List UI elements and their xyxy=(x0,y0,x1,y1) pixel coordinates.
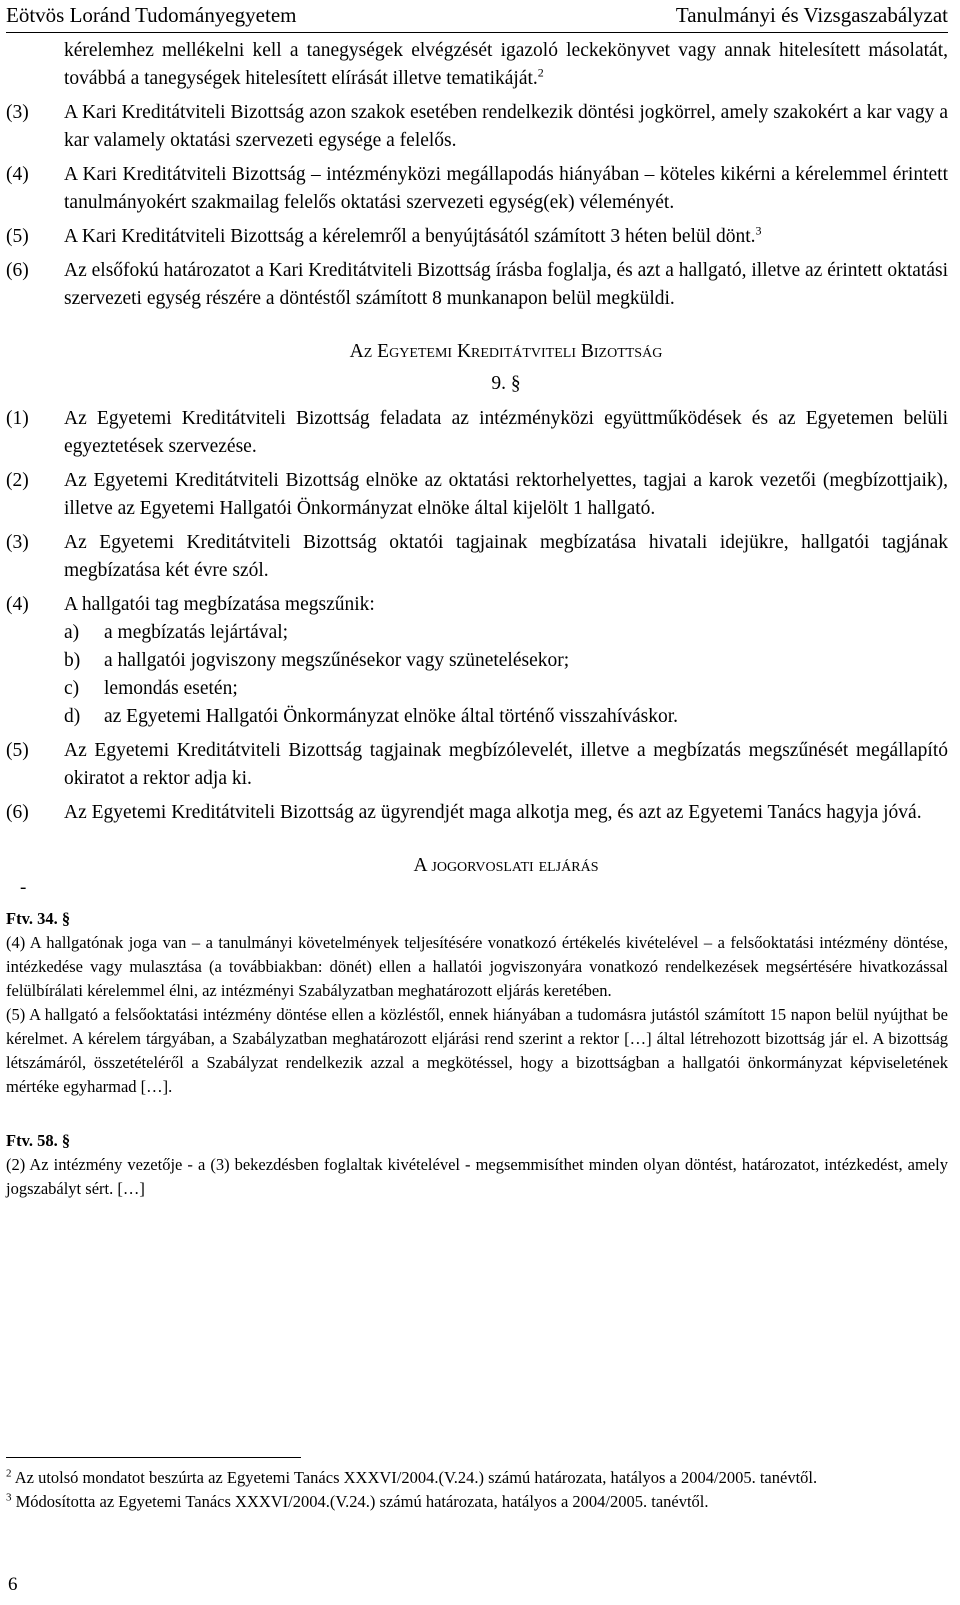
paragraph-6: (6) Az elsőfokú határozatot a Kari Kreditátviteli Bizottság írásba foglalja, és azt a hallgató, illetve az érintett oktatási szervezeti egység részére a döntéstől számított 8 munkanapon belül megküldi. xyxy=(6,260,948,309)
paragraph-5: (5) A Kari Kreditátviteli Bizottság a kérelemről a benyújtásától számított 3 héten belül dönt.$^3$ xyxy=(6,223,762,247)
header-university: Eötvös Loránd Tudományegyetem xyxy=(6,3,297,27)
list-item: b) a hallgatói jogviszony megszűnésekor vagy szünetelésekor; xyxy=(64,650,570,671)
page-header xyxy=(6,0,948,33)
document-body xyxy=(6,37,948,1201)
intro-continuation: kérelemhez mellékelni kell a tanegységek elvégzését igazoló leckekönyvet vagy annak hitelesített másolatát, továbbá a tanegységek hitelesített elírását illetve tematikáját.$^2$ xyxy=(64,40,948,89)
ftv-58-excerpt xyxy=(6,1129,948,1201)
section-title-jogorvoslat: A jogorvoslati eljárás xyxy=(413,855,599,876)
paragraph-3: (3) Az Egyetemi Kreditátviteli Bizottság oktatói tagjainak megbízatása hivatali idejükre, hallgatói tagjának megbízatása két évre szól. xyxy=(6,532,948,581)
ftv-58-ref: Ftv. 58. § xyxy=(6,1131,71,1150)
header-document-title: Tanulmányi és Vizsgaszabályzat xyxy=(675,3,948,27)
paragraph-2: (2) Az Egyetemi Kreditátviteli Bizottság elnöke az oktatási rektorhelyettes, tagjai a karok vezetői (megbízottjaik), illetve az Egyetemi Hallgatói Önkormányzat elnöke által kijelölt 1 hallgató. xyxy=(6,470,948,519)
footnote-ref-2[interactable]: 2 xyxy=(537,65,544,80)
ftv-34-p5: (5) A hallgató a felsőoktatási intézmény döntése ellen a közléstől, ennek hiányában a tudomásra jutástól számított 15 napon belül nyújthat be kérelmet. A kérelem tárgyában, a Szabályzatban meghatározott eljárási rend szerint a rektor […] által létrehozott bizottság jár el. A bizottság létszámáról, összetételéről a Szabályzat rendelkezik azzal a megkötéssel, hogy a bizottságban a hallgatói önkormányzat képviseletének mértéke egyharmad […]. xyxy=(6,1005,948,1096)
footnote-separator xyxy=(6,1457,301,1458)
list-item: d) az Egyetemi Hallgatói Önkormányzat elnöke által történő visszahíváskor. xyxy=(64,706,678,727)
paragraph-4: (4) A Kari Kreditátviteli Bizottság – intézményközi megállapodás hiányában – köteles kikérni a kérelemmel érintett tanulmányokért szakmailag felelős oktatási szervezeti egység(ek) véleményét. xyxy=(6,164,948,213)
egyetemi-paragraphs xyxy=(6,405,948,827)
footnotes xyxy=(6,1466,948,1514)
list-item: c) lemondás esetén; xyxy=(64,678,238,699)
kari-paragraphs xyxy=(6,99,948,313)
section-title-egyetemi: Az Egyetemi Kreditátviteli Bizottság xyxy=(349,341,663,362)
paragraph-3: (3) A Kari Kreditátviteli Bizottság azon szakok esetében rendelkezik döntési jogkörrel, amely szakokért a kar vagy a kar valamely oktatási szervezeti egysége a felelős. xyxy=(6,102,948,151)
paragraph-1: (1) Az Egyetemi Kreditátviteli Bizottság feladata az intézményközi együttműködések és az Egyetemen belüli egyeztetések szervezése. xyxy=(6,408,948,457)
paragraph-4: (4) A hallgatói tag megbízatása megszűnik: xyxy=(6,594,375,615)
termination-list xyxy=(6,619,948,731)
ftv-58-p2: (2) Az intézmény vezetője - a (3) bekezdésben foglaltak kivételével - megsemmisíthet minden olyan döntést, határozatot, intézkedést, amely jogszabályt sért. […] xyxy=(6,1155,948,1198)
footnote-ref-3[interactable]: 3 xyxy=(755,223,762,238)
ftv-34-excerpt xyxy=(6,907,948,1099)
dash-marker: - xyxy=(20,877,27,898)
ftv-34-ref: Ftv. 34. § xyxy=(6,909,71,928)
footnote-2: $^2$ Az utolsó mondatot beszúrta az Egyetemi Tanács XXXVI/2004.(V.24.) számú határozata, hatályos a 2004/2005. tanévtől. xyxy=(6,1467,818,1487)
paragraph-5: (5) Az Egyetemi Kreditátviteli Bizottság tagjainak megbízólevelét, illetve a megbízatás megszűnését megállapító okiratot a rektor adja ki. xyxy=(6,740,948,789)
paragraph-6: (6) Az Egyetemi Kreditátviteli Bizottság az ügyrendjét maga alkotja meg, és azt az Egyetemi Tanács hagyja jóvá. xyxy=(6,802,922,823)
footnote-3: $^3$ Módosította az Egyetemi Tanács XXXVI/2004.(V.24.) számú határozata, hatályos a 2004/2005. tanévtől. xyxy=(6,1491,709,1511)
section-number: 9. § xyxy=(491,373,521,394)
page-number: 6 xyxy=(8,1574,18,1595)
list-item: a) a megbízatás lejártával; xyxy=(64,622,289,643)
ftv-34-p4: (4) A hallgatónak joga van – a tanulmányi követelmények teljesítésére vonatkozó értékelés kivételével – a felsőoktatási intézmény döntése, intézkedése vagy mulasztása (a továbbiakban: dönét) ellen a hallatói jogviszonyára vonatkozó rendelkezések megsértésére hivatkozással felülbírálati kérelemmel élni, az intézményi Szabályzatban meghatározott eljárás keretében. xyxy=(6,933,948,1000)
